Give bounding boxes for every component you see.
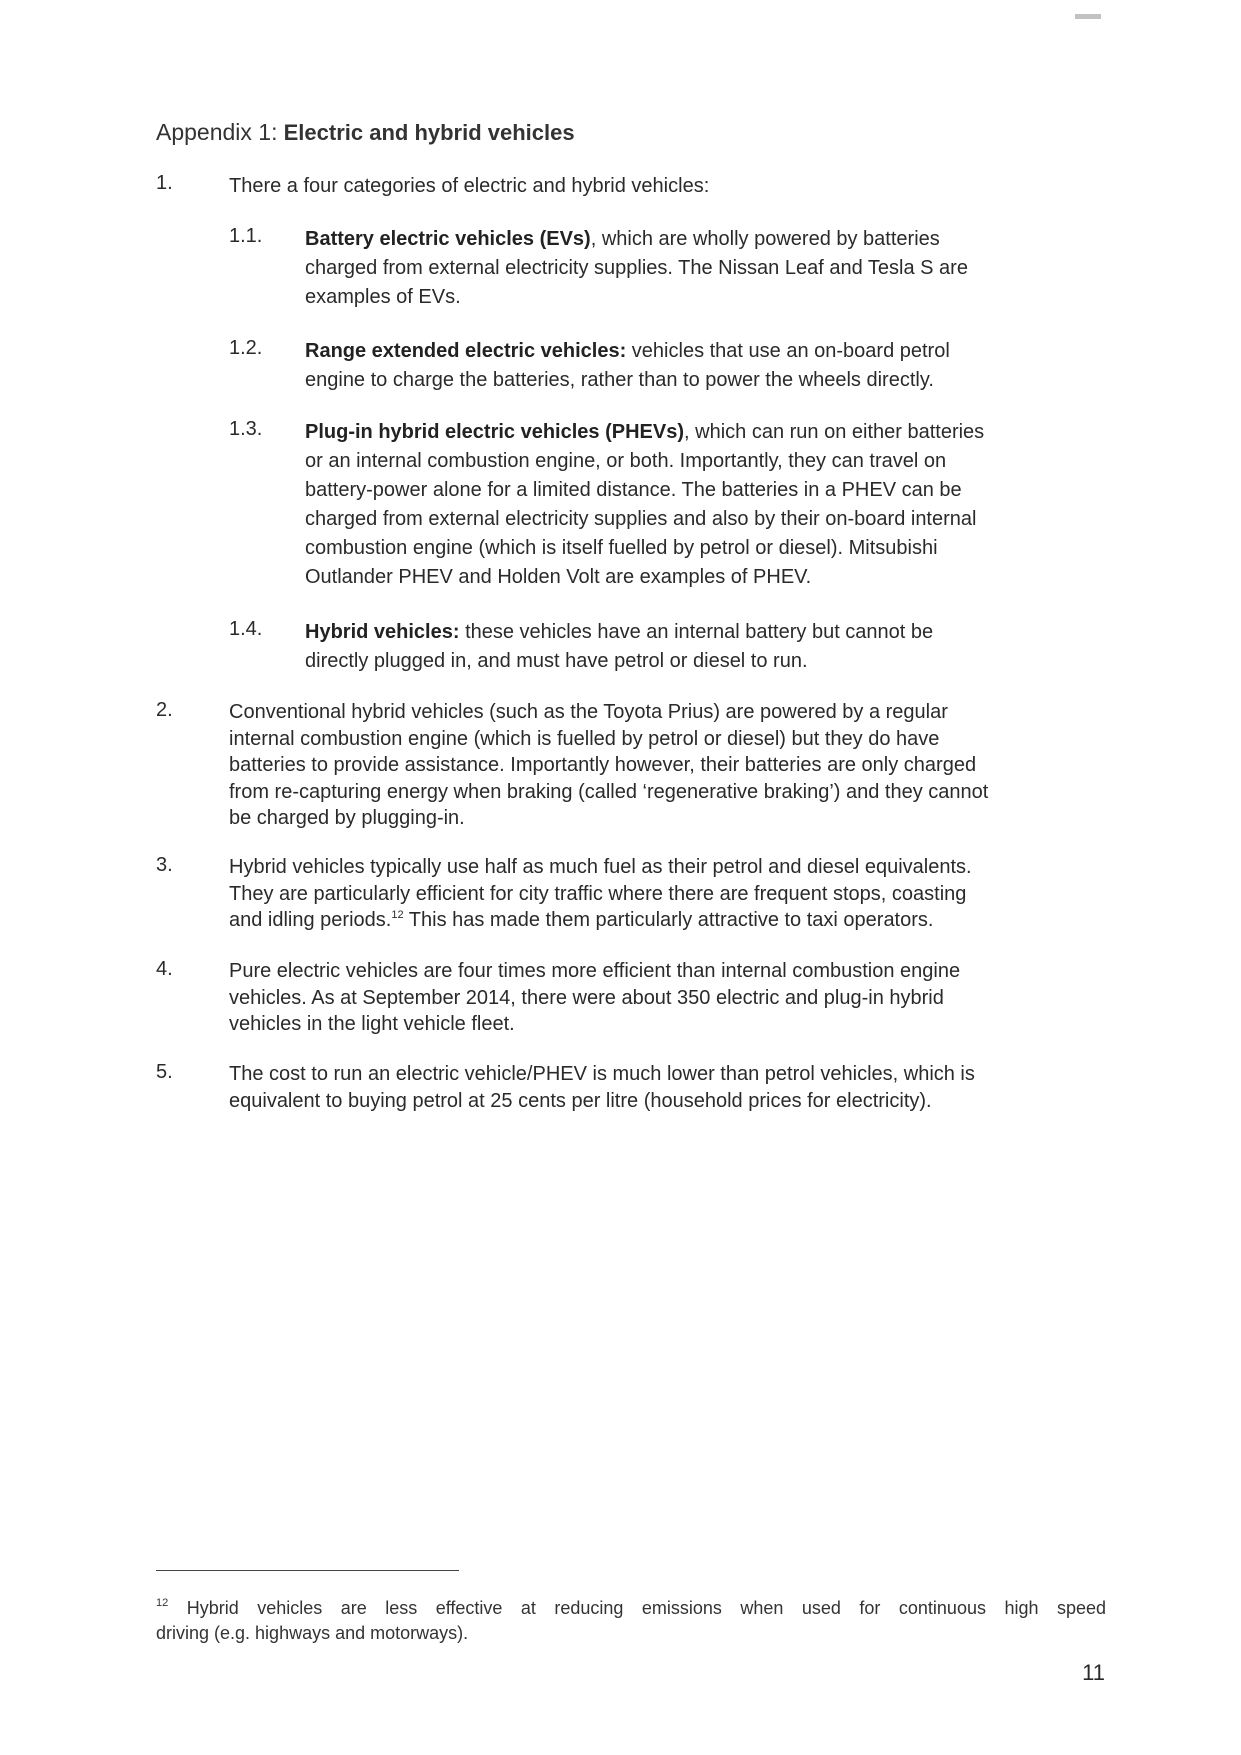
- line: Battery electric vehicles (EVs), which are wholly powered by batteries: [305, 228, 940, 250]
- line: charged from external electricity supplies and also by their on-board internal: [305, 508, 977, 530]
- paragraph-1-4: [305, 618, 933, 676]
- item-number: 4.: [156, 958, 173, 980]
- footnote: [156, 1596, 1106, 1646]
- paragraph-2: [229, 699, 988, 832]
- item-number: 3.: [156, 854, 173, 876]
- line: batteries to provide assistance. Importantly however, their batteries are only charged: [229, 754, 977, 776]
- line: $^{12}$ Hybrid vehicles are less effective at reducing emissions when used for continuous high speed: [156, 1597, 1106, 1618]
- line: driving (e.g. highways and motorways).: [156, 1623, 469, 1643]
- line: Plug-in hybrid electric vehicles (PHEVs), which can run on either batteries: [305, 421, 985, 443]
- line: equivalent to buying petrol at 25 cents per litre (household prices for electricity).: [229, 1089, 932, 1112]
- page-title: Appendix 1: Electric and hybrid vehicles: [156, 119, 575, 145]
- item-number: 1.: [156, 172, 173, 194]
- line: examples of EVs.: [305, 286, 461, 308]
- line: Range extended electric vehicles: vehicles that use an on-board petrol: [305, 340, 950, 362]
- paragraph-3: [229, 854, 972, 934]
- line: be charged by plugging-in.: [229, 807, 465, 829]
- item-number: 1.4.: [229, 618, 263, 640]
- line: battery-power alone for a limited distance. The batteries in a PHEV can be: [305, 479, 962, 501]
- line: from re-capturing energy when braking (called ‘regenerative braking’) and they cannot: [229, 780, 989, 803]
- line: Pure electric vehicles are four times more efficient than internal combustion engine: [229, 960, 961, 982]
- item-number: 5.: [156, 1061, 173, 1083]
- paragraph-1-2: [305, 337, 950, 395]
- line: Outlander PHEV and Holden Volt are examples of PHEV.: [305, 566, 812, 588]
- line: vehicles in the light vehicle fleet.: [229, 1013, 515, 1035]
- line: engine to charge the batteries, rather than to power the wheels directly.: [305, 369, 934, 391]
- line: Hybrid vehicles typically use half as much fuel as their petrol and diesel equivalents.: [229, 856, 972, 878]
- paragraph-4: [229, 958, 960, 1038]
- line: combustion engine (which is itself fuelled by petrol or diesel). Mitsubishi: [305, 537, 938, 559]
- item-number: 1.2.: [229, 337, 263, 359]
- line: charged from external electricity supplies. The Nissan Leaf and Tesla S are: [305, 257, 968, 279]
- line: There a four categories of electric and hybrid vehicles:: [229, 175, 710, 197]
- footnote-ref[interactable]: 12: [391, 909, 404, 921]
- line: Hybrid vehicles: these vehicles have an internal battery but cannot be: [305, 621, 934, 643]
- paragraph-1-1: [305, 225, 968, 312]
- item-number: 1.3.: [229, 418, 263, 440]
- paragraph-1: [229, 172, 709, 201]
- item-number: 1.1.: [229, 225, 263, 247]
- line: or an internal combustion engine, or both. Importantly, they can travel on: [305, 450, 947, 472]
- item-number: 2.: [156, 699, 173, 721]
- line: They are particularly efficient for city traffic where there are frequent stops, coasting: [229, 882, 967, 905]
- line: The cost to run an electric vehicle/PHEV is much lower than petrol vehicles, which is: [229, 1063, 975, 1085]
- page-number: 11: [1082, 1660, 1105, 1685]
- paragraph-1-3: [305, 418, 984, 592]
- scan-mark: [1075, 14, 1101, 19]
- line: Conventional hybrid vehicles (such as the Toyota Prius) are powered by a regular: [229, 701, 948, 723]
- line: vehicles. As at September 2014, there were about 350 electric and plug-in hybrid: [229, 986, 944, 1009]
- line: directly plugged in, and must have petrol or diesel to run.: [305, 650, 808, 672]
- line: internal combustion engine (which is fuelled by petrol or diesel) but they do have: [229, 727, 940, 750]
- paragraph-5: [229, 1061, 975, 1114]
- line: and idling periods.$^{12}$ This has made them particularly attractive to taxi operators.: [229, 909, 934, 931]
- footnote-divider: [156, 1570, 459, 1571]
